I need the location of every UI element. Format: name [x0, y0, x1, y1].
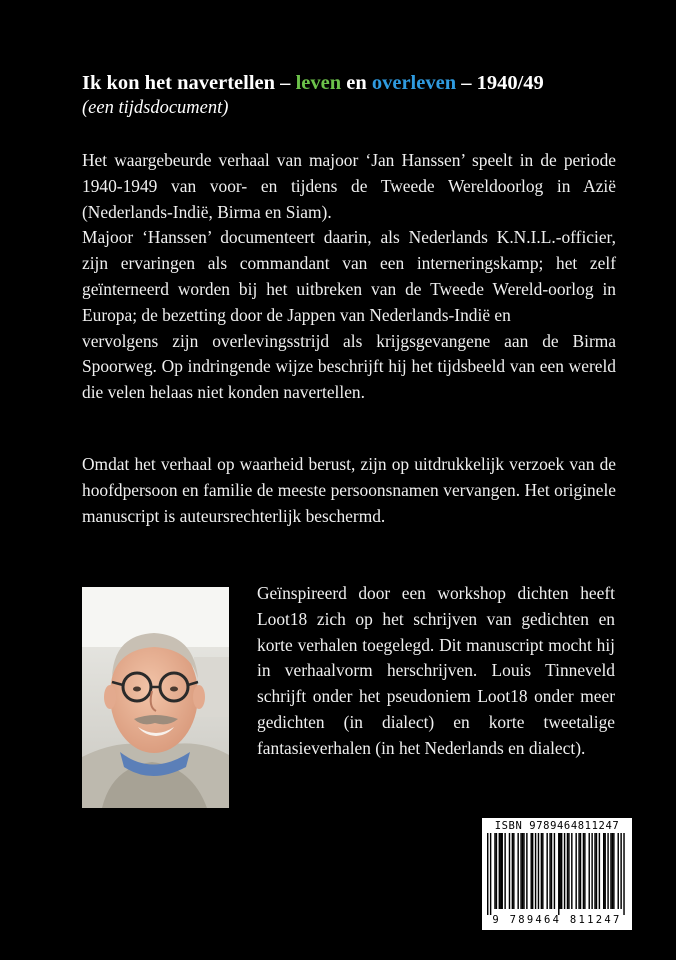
- barcode-bar: [599, 833, 600, 909]
- isbn-digits: 9 789464 811247: [492, 914, 622, 926]
- barcode-bar: [551, 833, 552, 909]
- barcode-bar: [623, 833, 624, 915]
- book-subtitle: (een tijdsdocument): [82, 98, 229, 118]
- barcode-bar: [589, 833, 590, 909]
- title-word-overleven: overleven: [371, 72, 457, 94]
- barcode-bar: [494, 833, 495, 909]
- barcode-bar: [522, 833, 523, 909]
- barcode-bar: [546, 833, 547, 909]
- barcode-bar: [610, 833, 611, 909]
- barcode-bar: [620, 833, 621, 909]
- isbn-barcode: [482, 818, 632, 930]
- barcode-bar: [487, 833, 488, 915]
- barcode-bar: [549, 833, 550, 909]
- barcode-bar: [509, 833, 510, 909]
- isbn-label: ISBN 9789464811247: [494, 820, 620, 832]
- barcode-bar: [583, 833, 584, 909]
- barcode-bar: [575, 833, 576, 909]
- barcode-bar: [564, 833, 565, 909]
- synopsis-text-2: Majoor ‘Hanssen’ documenteert daarin, als Nederlands K.N.I.L.-officier, zijn ervaringen als commandant van een interneringskamp; het zelf geïnterneerd worden bij het uitbreken van de Tweede Wereld-oorlog in Europa; de bezetting door de Jappen van Nederlands-Indië en: [82, 227, 616, 325]
- barcode-bar: [591, 833, 592, 909]
- barcode-bar: [541, 833, 542, 909]
- barcode-bar: [554, 833, 555, 909]
- title-word-leven: leven: [295, 72, 342, 94]
- barcode-bar: [607, 833, 608, 909]
- book-title: [82, 70, 642, 96]
- barcode-bar: [558, 833, 559, 915]
- barcode-bar: [568, 833, 569, 909]
- copyright-paragraph: Omdat het verhaal op waarheid berust, zijn op uitdrukkelijk verzoek van de hoofdpersoon en familie de meeste persoonsnamen vervangen. Het originele manuscript is auteursrechterlijk beschermd.: [82, 454, 616, 526]
- title-part-1: Ik kon het navertellen –: [82, 72, 296, 94]
- barcode-bar: [504, 833, 505, 909]
- barcode-bar: [613, 833, 614, 909]
- barcode-bar: [561, 833, 562, 909]
- barcode-bar: [513, 833, 514, 909]
- barcode-bar: [542, 833, 543, 909]
- synopsis-text-3: vervolgens zijn overlevingsstrijd als krijgsgevangene aan de Birma Spoorweg. Op indringende wijze beschrijft hij het tijdsbeeld van een wereld die velen helaas niet konden navertellen.: [82, 330, 616, 403]
- barcode-bar: [517, 833, 518, 909]
- title-part-2: en: [341, 72, 372, 94]
- barcode-bar: [603, 833, 604, 909]
- barcode-bar: [500, 833, 501, 909]
- barcode-bar: [532, 833, 533, 909]
- barcode-bar: [502, 833, 503, 909]
- barcode-bar: [618, 833, 619, 909]
- barcode-bar: [571, 833, 572, 909]
- barcode-bar: [596, 833, 597, 909]
- barcode-bar: [496, 833, 497, 909]
- barcode-bar: [567, 833, 568, 909]
- barcode-bar: [512, 833, 513, 909]
- author-photo: [82, 587, 229, 808]
- barcode-bar: [531, 833, 532, 909]
- barcode-bar: [526, 833, 527, 909]
- barcode-bar: [578, 833, 579, 909]
- barcode-bar: [604, 833, 605, 909]
- barcode-bar: [490, 833, 491, 915]
- title-part-3: – 1940/49: [456, 72, 544, 94]
- synopsis-paragraph: [82, 148, 616, 406]
- author-bio: Geïnspireerd door een workshop dichten heeft Loot18 zich op het schrijven van gedichten en korte verhalen toegelegd. Dit manuscript mocht hij in verhaalvorm herschrijven. Louis Tinneveld schrijft onder het pseudoniem Loot18 onder meer gedichten (in dialect) en korte tweetalige fantasieverhalen (in het Nederlands en dialect).: [257, 583, 615, 758]
- author-portrait-image: [82, 587, 229, 808]
- barcode-bar: [594, 833, 595, 909]
- barcode-bar: [560, 833, 561, 909]
- barcode-bar: [612, 833, 613, 909]
- synopsis-text-1: Het waargebeurde verhaal van majoor ‘Jan Hanssen’ speelt in de periode 1940-1949 van voor- en tijdens de Tweede Wereldoorlog in Azië (Nederlands-Indië, Birma en Siam).: [82, 150, 616, 222]
- barcode-bar: [535, 833, 536, 909]
- barcode-bar: [580, 833, 581, 909]
- barcode-bars: [486, 833, 628, 915]
- barcode-bar: [520, 833, 521, 909]
- barcode-bar: [584, 833, 585, 909]
- barcode-bar: [523, 833, 524, 909]
- barcode-bar: [499, 833, 500, 909]
- barcode-bar: [538, 833, 539, 909]
